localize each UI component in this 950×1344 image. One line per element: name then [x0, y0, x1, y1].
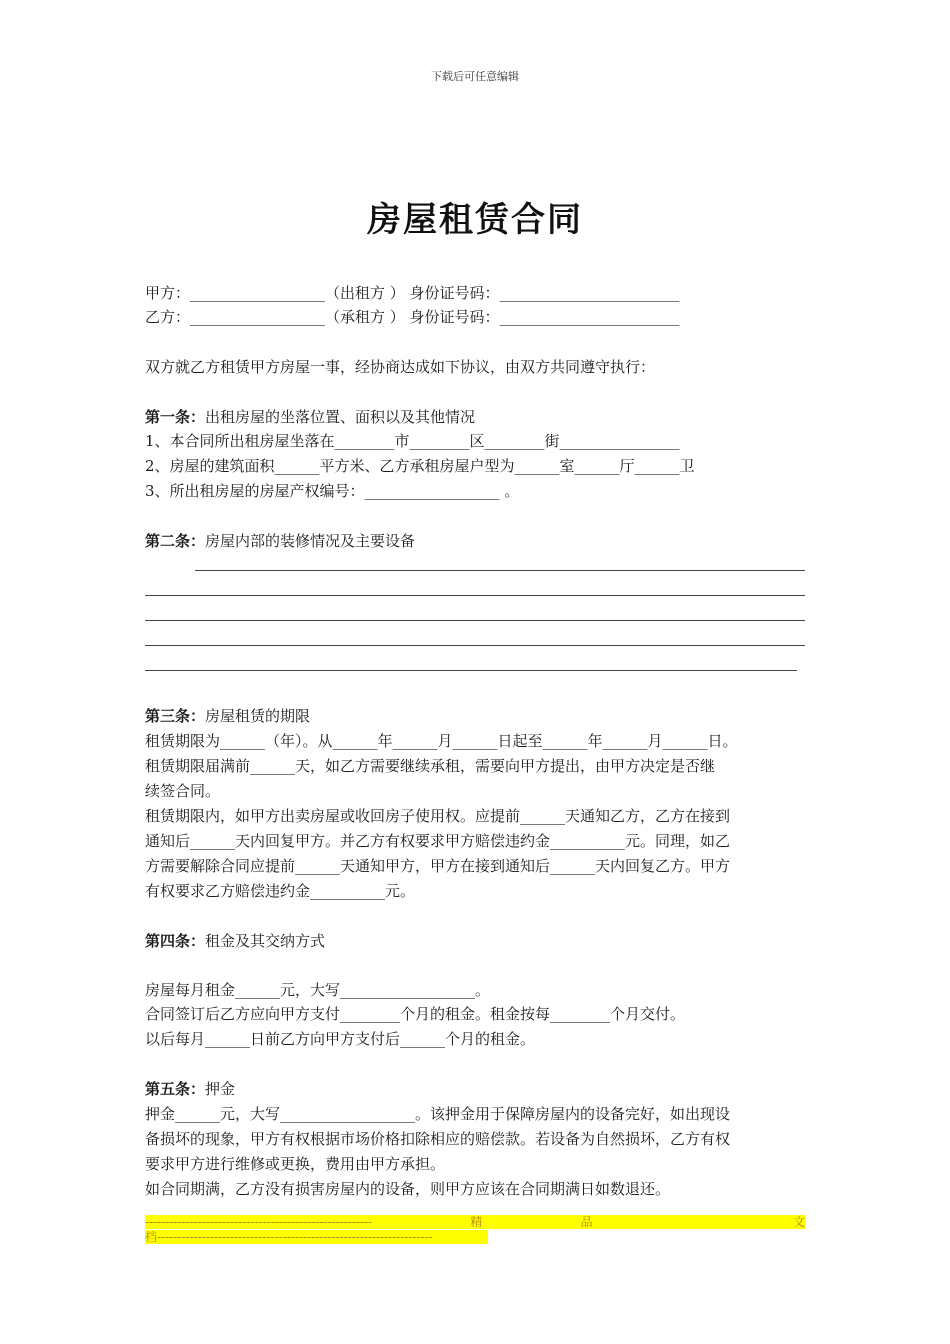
blank-line-2 — [145, 595, 805, 596]
footer-char-3: 文 — [792, 1215, 805, 1229]
footer-band-line-1 — [145, 1215, 805, 1229]
article-2-heading — [145, 530, 415, 552]
header-note: 下载后可任意编辑 — [431, 70, 519, 83]
article-4-label: 第四条： — [145, 932, 206, 950]
article-4-line-3: 以后每月______日前乙方向甲方支付后______个月的租金。 — [145, 1030, 536, 1048]
article-4-line-2: 合同签订后乙方应向甲方支付________个月的租金。租金按每________个月交付。 — [145, 1005, 686, 1023]
article-3-line-3: 续签合同。 — [145, 782, 221, 800]
article-1-heading — [145, 406, 475, 428]
article-5-line-3: 要求甲方进行维修或更换，费用由甲方承担。 — [145, 1155, 446, 1173]
footer-band-line-2: 档-------------------------------------------------------------------- — [145, 1230, 488, 1244]
article-3-line-2: 租赁期限届满前______天，如乙方需要继续承租，需要向甲方提出，由甲方决定是否继 — [145, 757, 716, 775]
blank-line-3 — [145, 620, 805, 621]
article-3-line-7: 有权要求乙方赔偿违约金__________元。 — [145, 882, 416, 900]
blank-line-5 — [145, 670, 797, 671]
party-b-line: 乙方：__________________（承租方 ） 身份证号码：________________________ — [145, 308, 680, 326]
article-3-line-5: 通知后______天内回复甲方。并乙方有权要求甲方赔偿违约金__________元。同理，如乙 — [145, 832, 731, 850]
article-4-line-1: 房屋每月租金______元，大写__________________。 — [145, 981, 491, 999]
article-3-line-6: 方需要解除合同应提前______天通知甲方，甲方在接到通知后______天内回复乙方。甲方 — [145, 857, 731, 875]
article-3-title: 房屋租赁的期限 — [205, 707, 311, 725]
footer-char-2: 品 — [580, 1215, 593, 1229]
footer-spacer — [691, 1215, 695, 1229]
article-4-heading — [145, 930, 325, 952]
footer-dashes: -------------------------------------------------------- — [145, 1215, 373, 1229]
blank-line-1 — [195, 570, 805, 571]
article-2-label: 第二条： — [145, 532, 206, 550]
article-3-heading — [145, 705, 310, 727]
footer-char-1: 精 — [470, 1215, 483, 1229]
article-1-line-1: 1、本合同所出租房屋坐落在________市________区________街________________ — [145, 432, 680, 450]
article-5-line-1: 押金______元，大写__________________。该押金用于保障房屋内的设备完好，如出现设 — [145, 1105, 731, 1123]
article-5-title: 押金 — [205, 1080, 236, 1098]
article-1-label: 第一条： — [145, 408, 206, 426]
article-5-label: 第五条： — [145, 1080, 206, 1098]
article-1-line-3: 3、所出租房屋的房屋产权编号：__________________ 。 — [145, 482, 520, 500]
document-title: 房屋租赁合同 — [367, 200, 583, 240]
article-1-line-2: 2、房屋的建筑面积______平方米、乙方承租房屋户型为______室______厅______卫 — [145, 457, 695, 475]
article-4-title: 租金及其交纳方式 — [205, 932, 326, 950]
article-5-line-4: 如合同期满，乙方没有损害房屋内的设备，则甲方应该在合同期满日如数退还。 — [145, 1180, 671, 1198]
article-1-title: 出租房屋的坐落位置、面积以及其他情况 — [205, 408, 476, 426]
article-2-title: 房屋内部的装修情况及主要设备 — [205, 532, 416, 550]
article-5-heading — [145, 1078, 235, 1100]
blank-line-4 — [145, 645, 805, 646]
article-5-line-2: 备损坏的现象，甲方有权根据市场价格扣除相应的赔偿款。若设备为自然损坏，乙方有权 — [145, 1130, 731, 1148]
article-3-label: 第三条： — [145, 707, 206, 725]
party-a-line: 甲方：__________________（出租方 ） 身份证号码：________________________ — [145, 284, 680, 302]
intro-paragraph: 双方就乙方租赁甲方房屋一事，经协商达成如下协议，由双方共同遵守执行： — [145, 358, 656, 376]
article-3-line-1: 租赁期限为______（年）。从______年______月______日起至______年______月______日。 — [145, 732, 738, 750]
article-3-line-4: 租赁期限内，如甲方出卖房屋或收回房子使用权。应提前______天通知乙方，乙方在接到 — [145, 807, 731, 825]
